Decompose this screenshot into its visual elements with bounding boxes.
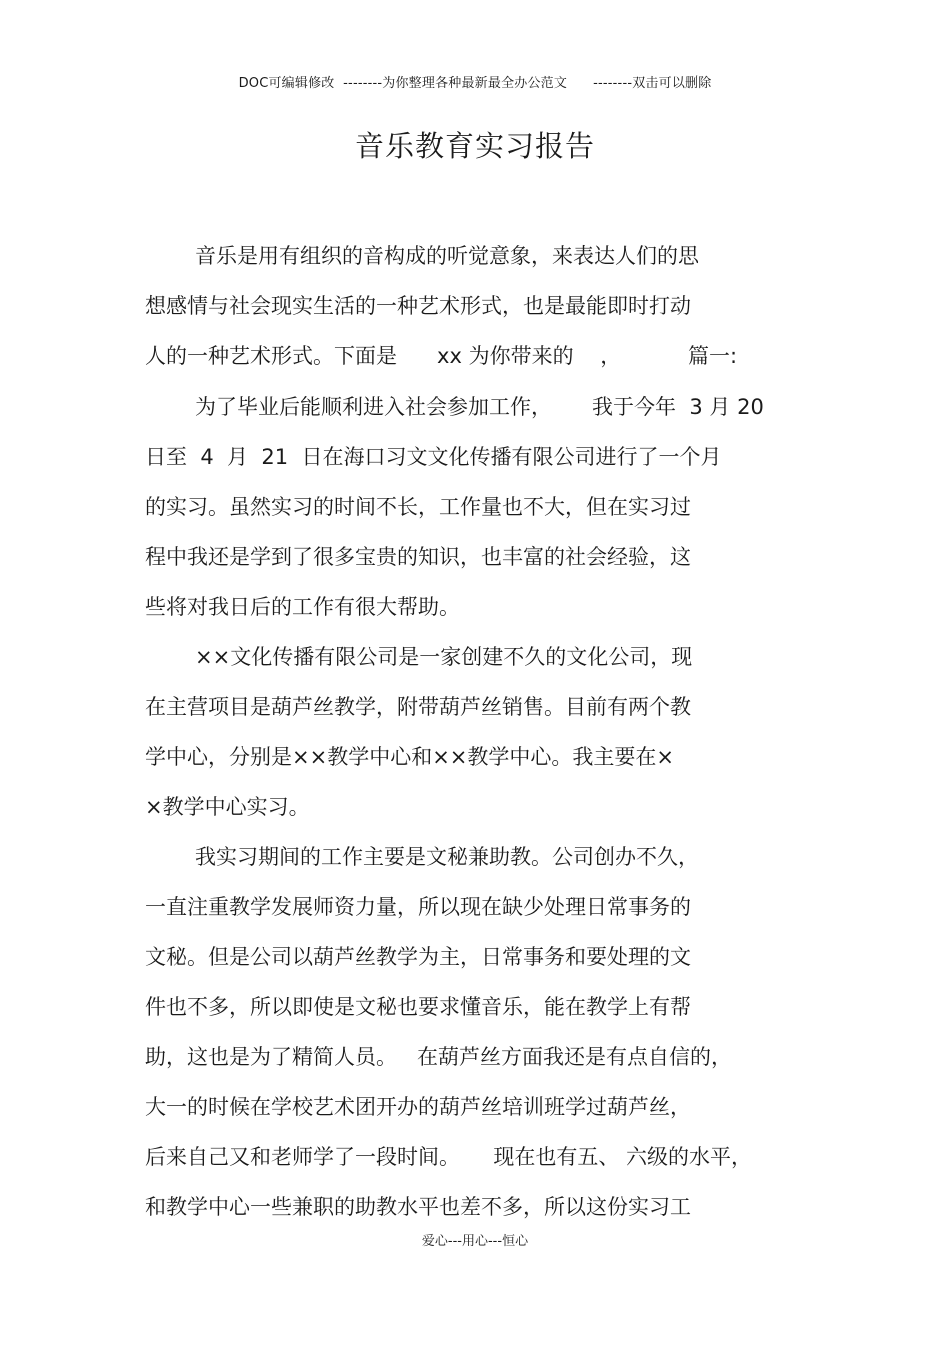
body-line: 些将对我日后的工作有很大帮助。 (145, 595, 460, 619)
body-line: 件也不多，所以即使是文秘也要求懂音乐，能在教学上有帮 (145, 995, 691, 1019)
body-line: 助，这也是为了精简人员。 在葫芦丝方面我还是有点自信的， (145, 1045, 733, 1069)
body-line: 大一的时候在学校艺术团开办的葫芦丝培训班学过葫芦丝， (145, 1095, 691, 1119)
page-header (0, 72, 950, 91)
body-line: 的实习。虽然实习的时间不长，工作量也不大，但在实习过 (145, 495, 691, 519)
body-line: ×教学中心实习。 (145, 795, 310, 819)
body-line: 在主营项目是葫芦丝教学，附带葫芦丝销售。目前有两个教 (145, 695, 691, 719)
body-line: 我实习期间的工作主要是文秘兼助教。公司创办不久， (195, 845, 699, 869)
header-left: DOC可编辑修改 (238, 76, 335, 91)
page-footer: 爱心---用心---恒心 (421, 1234, 529, 1249)
body-line: ××文化传播有限公司是一家创建不久的文化公司，现 (195, 645, 693, 669)
body-line: 想感情与社会现实生活的一种艺术形式，也是最能即时打动 (145, 294, 691, 318)
header-right: --------双击可以删除 (593, 76, 712, 91)
body-line: 程中我还是学到了很多宝贵的知识，也丰富的社会经验，这 (145, 545, 691, 569)
body-line: 为了毕业后能顺利进入社会参加工作， 我于今年 3 月 20 (195, 395, 764, 419)
body-line: 学中心，分别是××教学中心和××教学中心。我主要在× (145, 745, 674, 769)
body-line: 文秘。但是公司以葫芦丝教学为主，日常事务和要处理的文 (145, 945, 691, 969)
body-line: 人的一种艺术形式。下面是 xx 为你带来的 ， 篇一: (145, 344, 738, 368)
body-line: 后来自己又和老师学了一段时间。 现在也有五、 六级的水平， (145, 1145, 753, 1169)
body-line: 日至 4 月 21 日在海口习文文化传播有限公司进行了一个月 (145, 445, 722, 469)
header-middle: --------为你整理各种最新最全办公范文 (343, 76, 568, 91)
body-line: 和教学中心一些兼职的助教水平也差不多，所以这份实习工 (145, 1195, 691, 1219)
body-line: 一直注重教学发展师资力量，所以现在缺少处理日常事务的 (145, 895, 691, 919)
document-title: 音乐教育实习报告 (354, 129, 595, 163)
body-line: 音乐是用有组织的音构成的听觉意象，来表达人们的思 (195, 244, 699, 268)
